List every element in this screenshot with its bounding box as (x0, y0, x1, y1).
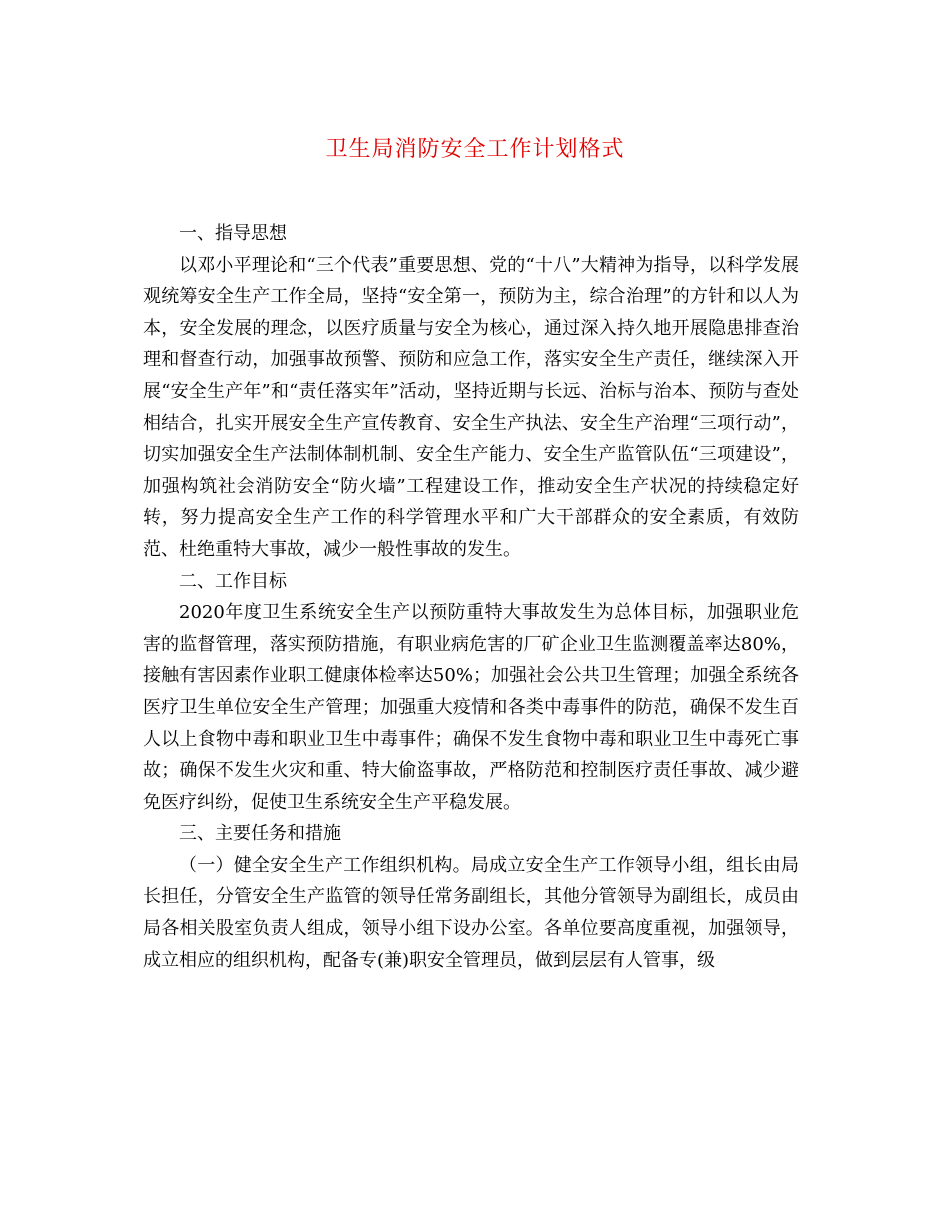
section-heading-work-goals: 二、工作目标 (179, 570, 287, 592)
document-title: 卫生局消防安全工作计划格式 (325, 137, 625, 162)
section-heading-guiding-ideology: 一、指导思想 (179, 223, 287, 244)
paragraph-guiding-ideology: 以邓小平理论和“三个代表”重要思想、党的“十八”大精神为指导，以科学发展观统筹安全生产工作全局，坚持“安全第一，预防为主，综合治理”的方针和以人为本，安全发展的理念，以医疗质量与安全为核心，通过深入持久地开展隐患排查治理和督查行动，加强事故预警、预防和应急工作，落实安全生产责任，继续深入开展“安全生产年”和“责任落实年”活动，坚持近期与长远、治标与治本、预防与查处相结合，扎实开展安全生产宣传教育、安全生产执法、安全生产治理“三项行动”，切实加强安全生产法制体制机制、安全生产能力、安全生产监管队伍“三项建设”，加强构筑社会消防安全“防火墙”工程建设工作，推动安全生产状况的持续稳定好转，努力提高安全生产工作的科学管理水平和广大干部群众的安全素质，有效防范、杜绝重特大事故，减少一般性事故的发生。 (143, 254, 799, 560)
paragraph-main-tasks-1: （一）健全安全生产工作组织机构。局成立安全生产工作领导小组，组长由局长担任，分管安全生产监管的领导任常务副组长，其他分管领导为副组长，成员由局各相关股室负责人组成，领导小组下设办公室。各单位要高度重视，加强领导，成立相应的组织机构，配备专(兼)职安全管理员，做到层层有人管事，级 (143, 854, 799, 971)
paragraph-work-goals: 2020年度卫生系统安全生产以预防重特大事故发生为总体目标，加强职业危害的监督管理，落实预防措施，有职业病危害的厂矿企业卫生监测覆盖率达80%，接触有害因素作业职工健康体检率达50%；加强社会公共卫生管理；加强全系统各医疗卫生单位安全生产管理；加强重大疫情和各类中毒事件的防范，确保不发生百人以上食物中毒和职业卫生中毒事件；确保不发生食物中毒和职业卫生中毒死亡事故；确保不发生火灾和重、特大偷盗事故，严格防范和控制医疗责任事故、减少避免医疗纠纷，促使卫生系统安全生产平稳发展。 (143, 602, 799, 813)
document-body (143, 218, 799, 976)
section-heading-main-tasks: 三、主要任务和措施 (179, 823, 341, 845)
